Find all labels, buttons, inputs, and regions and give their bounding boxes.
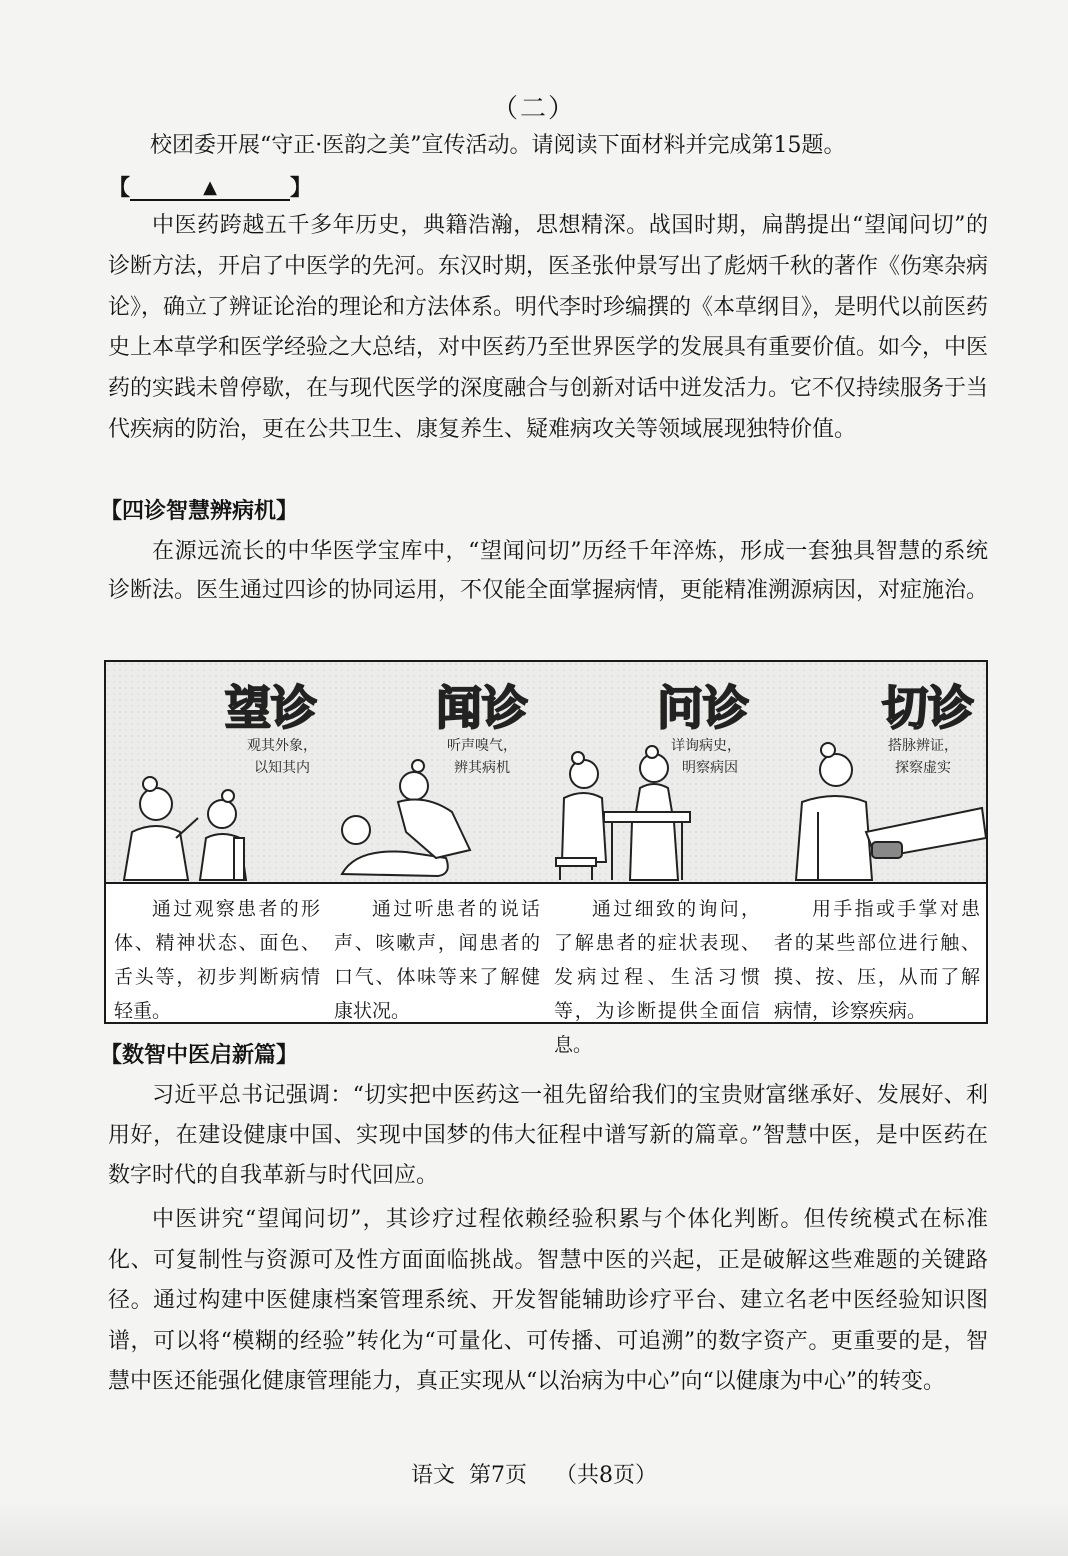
heading-digital-tcm: 【数智中医启新篇】	[100, 1042, 299, 1068]
section-number: （二）	[491, 94, 576, 124]
illustration-strip	[106, 662, 986, 882]
bracket-open: 【	[108, 175, 131, 201]
paragraph-history: 中医药跨越五千多年历史，典籍浩瀚，思想精深。战国时期，扁鹊提出“望闻问切”的诊断方法，开启了中医学的先河。东汉时期，医圣张仲景写出了彪炳千秋的著作《伤寒杂病论》，确立了辨证论治的理论和方法体系。明代李时珍编撰的《本草纲目》，是明代以前医药史上本草学和医学经验之大总结，对中医药乃至世界医学的发展具有重要价值。如今，中医药的实践未曾停歇，在与现代医学的深度融合与创新对话中迸发活力。它不仅持续服务于当代疾病的防治，更在公共卫生、康复养生、疑难病攻关等领域展现独特价值。	[108, 213, 989, 442]
bracket-close: 】	[290, 175, 313, 201]
heading-four-diagnoses: 【四诊智慧辨病机】	[100, 498, 299, 524]
paragraph-smart-tcm: 中医讲究“望闻问切”，其诊疗过程依赖经验积累与个体化判断。但传统模式在标准化、可复制性与资源可及性方面面临挑战。智慧中医的兴起，正是破解这些难题的关键路径。通过构建中医健康档案管理系统、开发智能辅助诊疗平台、建立名老中医经验知识图谱，可以将“模糊的经验”转化为“可量化、可传播、可追溯”的数字资产。更重要的是，智慧中医还能强化健康管理能力，真正实现从“以治病为中心”向“以健康为中心”的转变。	[108, 1207, 988, 1395]
footer-subject: 语文	[411, 1463, 456, 1488]
panel-title: 问诊	[657, 681, 749, 735]
description-cell: 通过细致的询问，了解患者的症状表现、发病过程、生活习惯等，为诊断提供全面信息。	[554, 898, 760, 1056]
footer-total: （共8页）	[555, 1463, 657, 1488]
description-cell: 通过听患者的说话声、咳嗽声，闻患者的口气、体味等来了解健康状况。	[334, 898, 540, 1022]
triangle-marker: ▲	[203, 177, 217, 198]
panel-title: 闻诊	[436, 681, 528, 735]
footer-page: 第7页	[469, 1463, 528, 1488]
panel-caption: 探察虚实	[895, 760, 951, 776]
paragraph-four-diagnoses: 在源远流长的中华医学宝库中，“望闻问切”历经千年淬炼，形成一套独具智慧的系统诊断法。医生通过四诊的协同运用，不仅能全面掌握病情，更能精准溯源病因，对症施治。	[108, 539, 989, 603]
paragraph-quote: 习近平总书记强调：“切实把中医药这一祖先留给我们的宝贵财富继承好、发展好、利用好，在建设健康中国、实现中国梦的伟大征程中谱写新的篇章。”智慧中医，是中医药在数字时代的自我革新与时代回应。	[108, 1083, 988, 1188]
panel-caption: 明察病因	[682, 760, 738, 776]
description-cell: 通过观察患者的形体、精神状态、面色、舌头等，初步判断病情轻重。	[114, 898, 320, 1022]
answer-blank	[130, 175, 290, 201]
panel-caption: 听声嗅气，	[447, 738, 517, 754]
panel-caption: 详询病史，	[671, 738, 741, 754]
panel-caption: 以知其内	[254, 760, 310, 776]
panel-caption: 辨其病机	[454, 760, 510, 776]
panel-title: 望诊	[225, 681, 317, 735]
description-cell: 用手指或手掌对患者的某些部位进行触、摸、按、压，从而了解病情，诊察疾病。	[774, 898, 980, 1022]
blank-heading	[108, 170, 312, 206]
intro-text: 校团委开展“守正·医韵之美”宣传活动。请阅读下面材料并完成第15题。	[150, 133, 846, 158]
panel-caption: 搭脉辨证，	[888, 738, 958, 754]
panel-title: 切诊	[882, 681, 974, 735]
panel-caption: 观其外象，	[247, 738, 317, 754]
page-footer	[0, 1458, 1068, 1489]
scan-edge	[0, 1500, 1068, 1556]
